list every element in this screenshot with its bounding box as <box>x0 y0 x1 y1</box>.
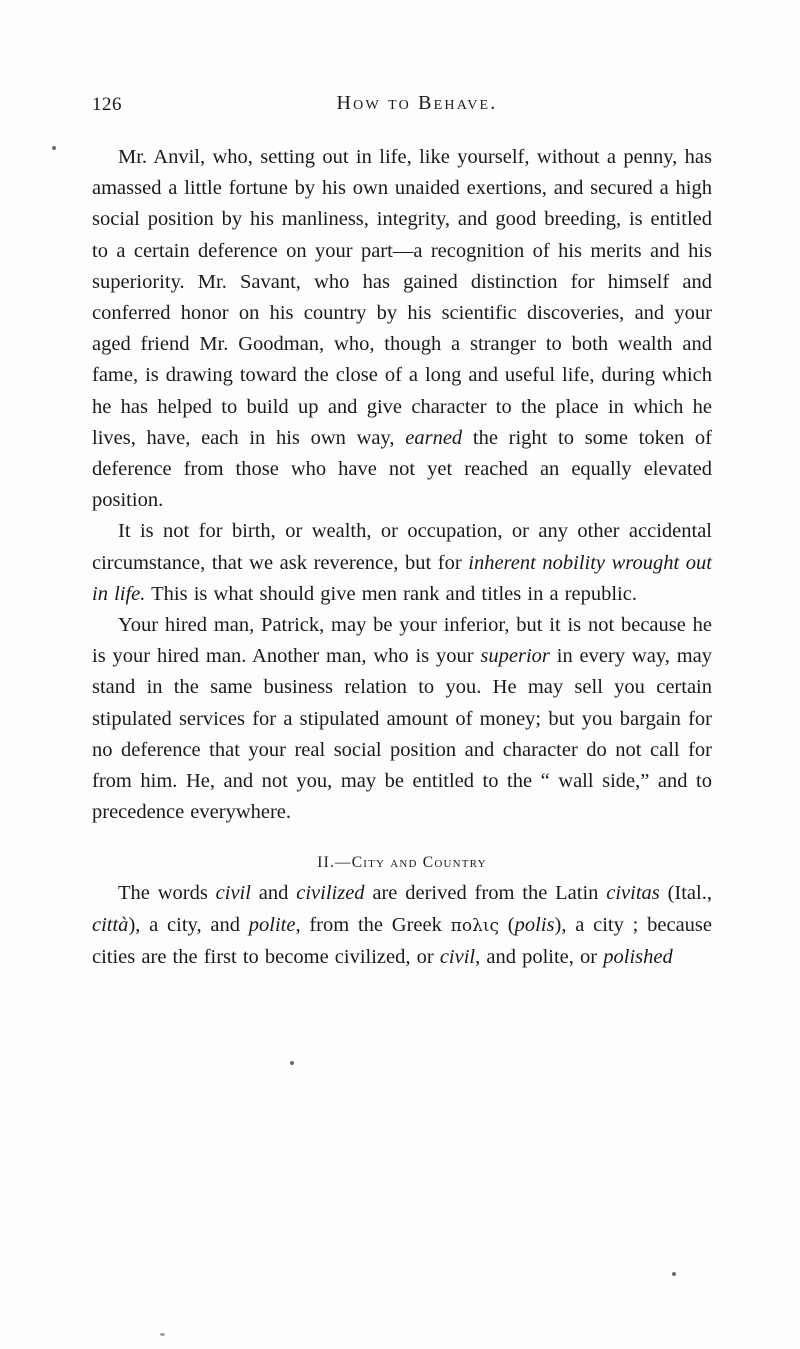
paragraph: Mr. Anvil, who, setting out in life, like yourself, without a penny, has amassed a little fortune by his own unaided exertions, and secured a high social position by his manliness, integrity, and good breeding, is entitled to a certain deference on your part—a recognition of his merits and his superiority. Mr. Savant, who has gained distinction for himself and conferred honor on his country by his scientific discoveries, and your aged friend Mr. Goodman, who, though a stranger to both wealth and fame, is drawing toward the close of a long and useful life, during which he has helped to build up and give character to the place in which he lives, have, each in his own way, earned the right to some token of deference from those who have not yet reached an equally elevated position. <box>92 146 712 512</box>
page-text-block <box>92 88 712 973</box>
scan-speck <box>52 146 56 150</box>
running-title: How to Behave. <box>336 92 498 114</box>
paragraph: Your hired man, Patrick, may be your inferior, but it is not because he is your hired man. Another man, who is your superior in every way, may stand in the same business relation to you. He may sell you certain stipulated services for a stipulated amount of money; but you bargain for no deference that your real social position and character do not call for from him. He, and not you, may be entitled to the “ wall side,” and to precedence everywhere. <box>92 614 712 824</box>
scan-speck <box>290 1061 294 1065</box>
paragraph: It is not for birth, or wealth, or occupation, or any other accidental circumstance, that we ask reverence, but for inherent nobility wrought out in life. This is what should give men rank and titles in a republic. <box>92 520 712 605</box>
scan-speck <box>160 1333 165 1336</box>
running-head <box>92 88 712 128</box>
body-text <box>92 142 712 973</box>
page-number: 126 <box>92 94 122 115</box>
section-heading: II.—City and Country <box>317 854 487 872</box>
scan-speck <box>672 1272 676 1276</box>
paragraph: The words civil and civilized are derived from the Latin civitas (Ital., città), a city, and polite, from the Greek πολις (polis), a city ; because cities are the first to become civilized, or civil, and polite, or polished <box>92 882 712 968</box>
